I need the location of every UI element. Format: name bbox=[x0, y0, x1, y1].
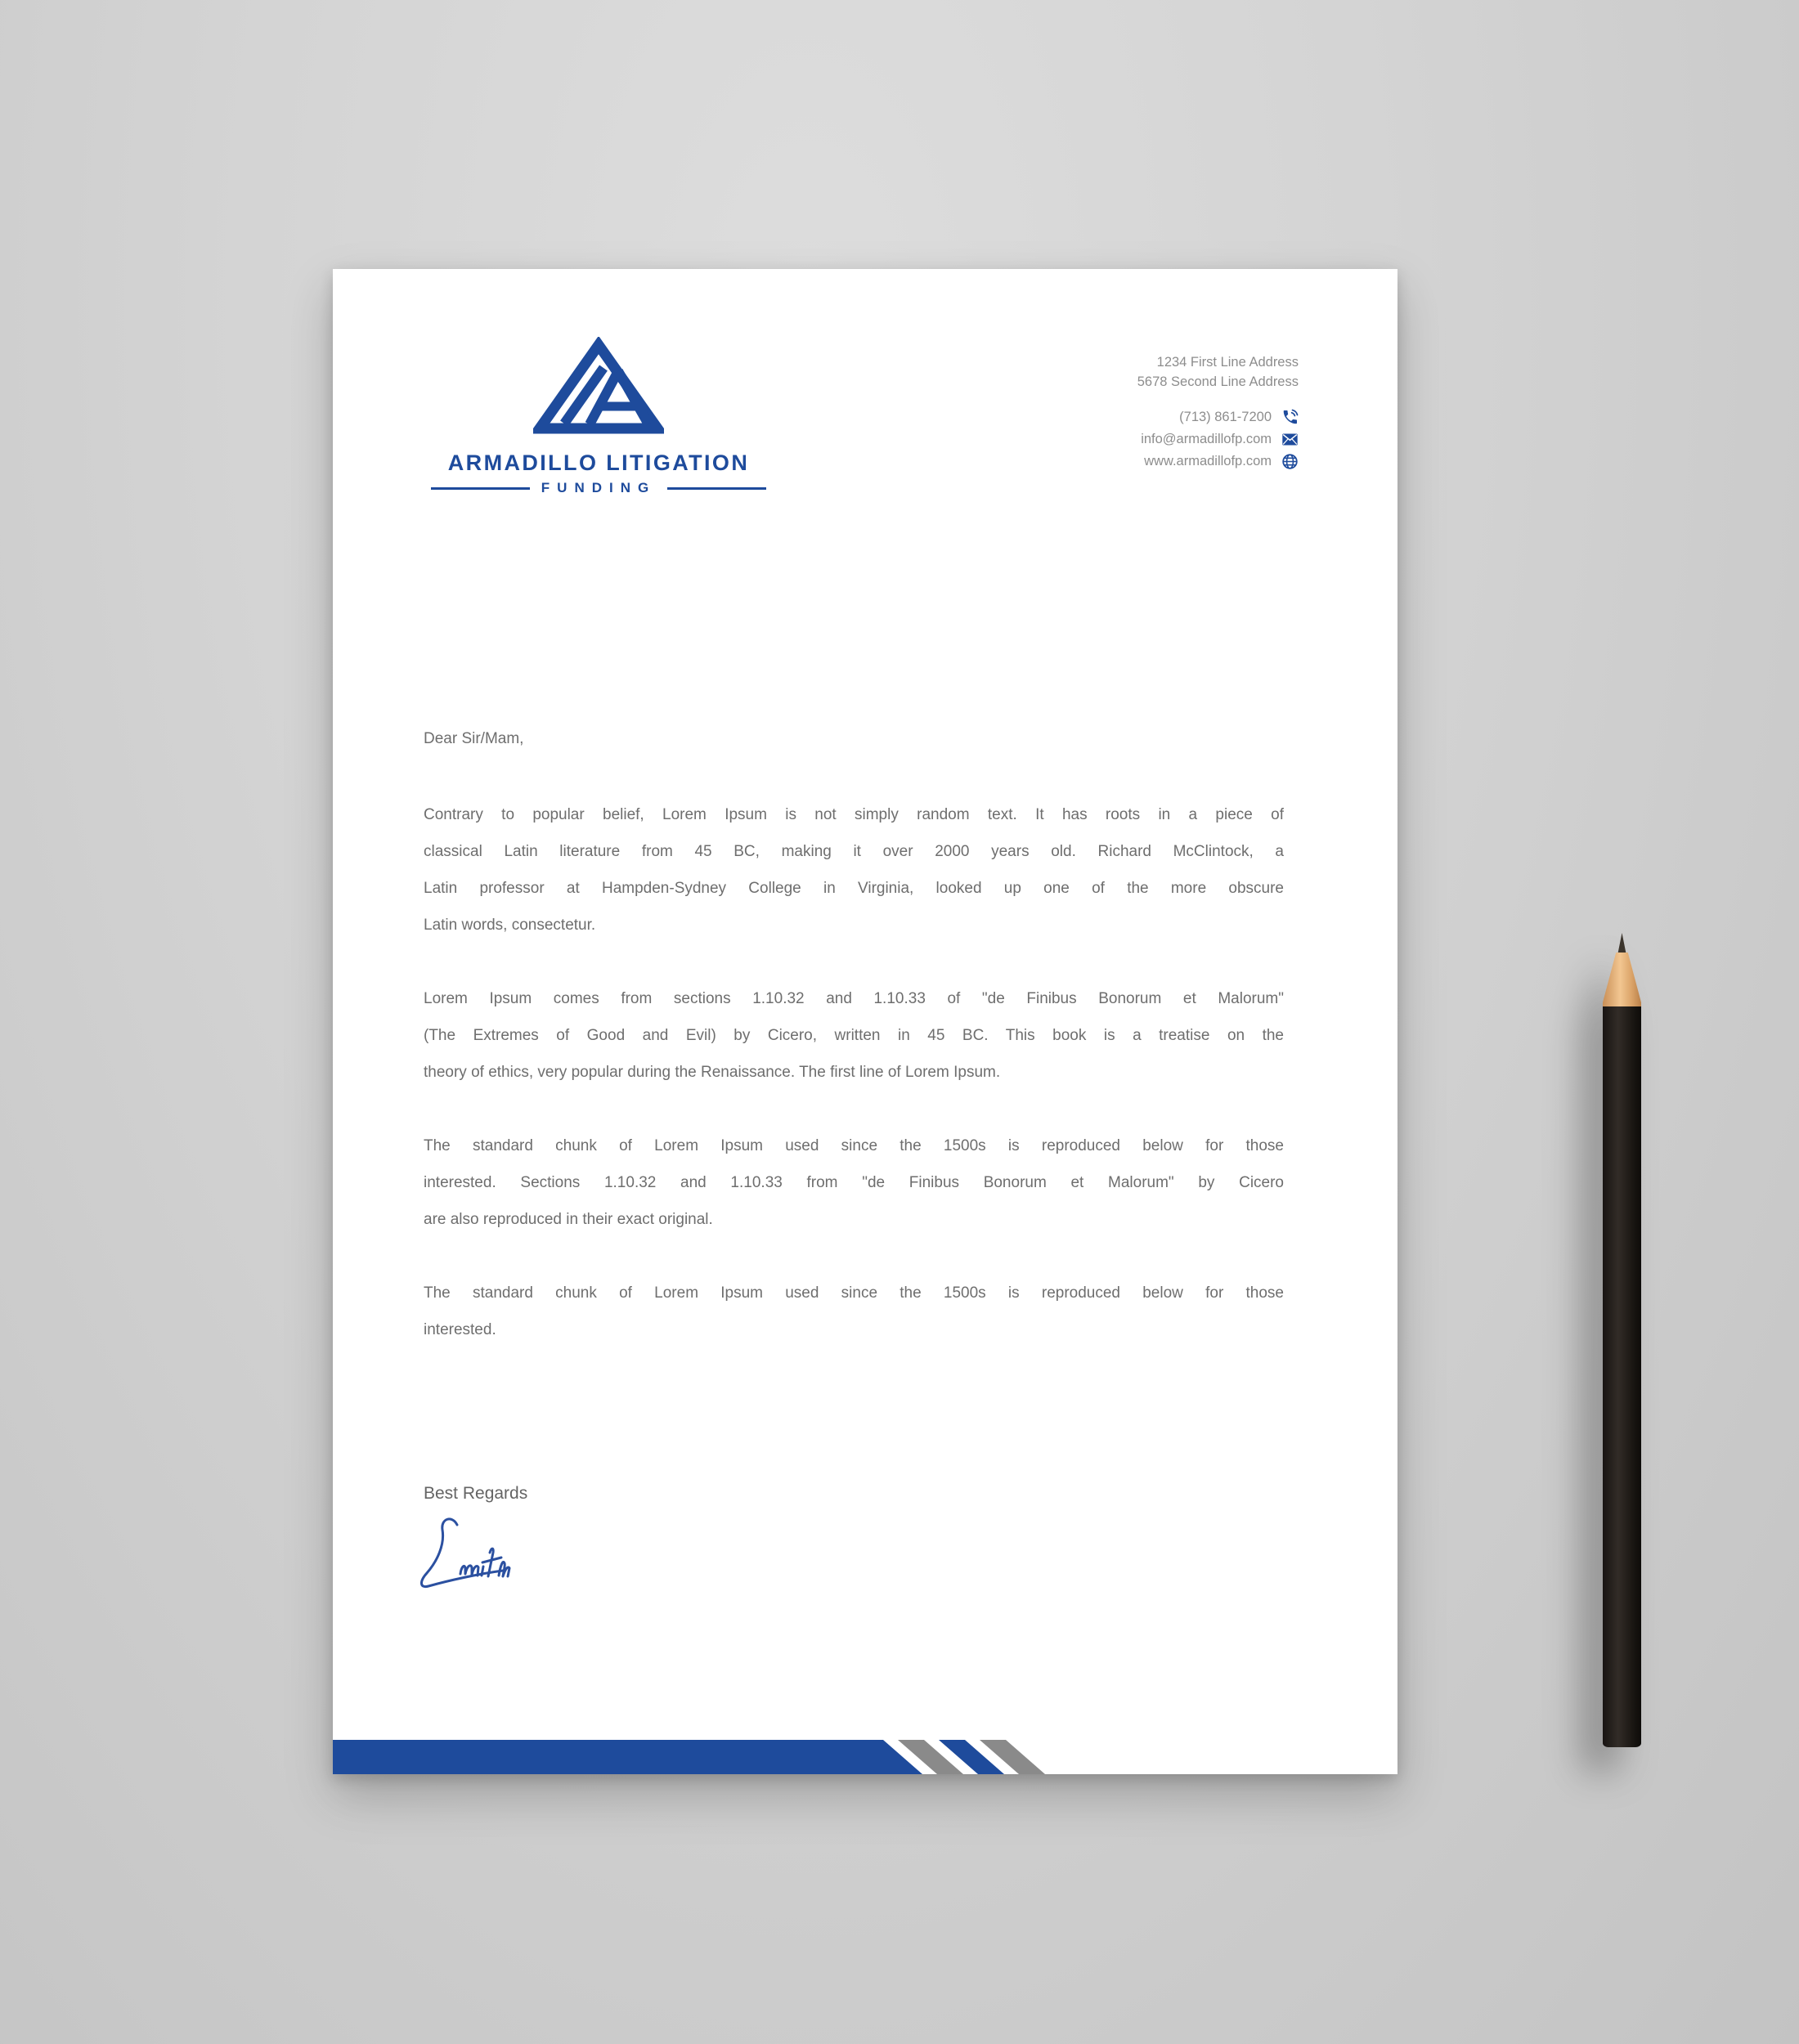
phone-row bbox=[1137, 406, 1299, 428]
envelope-icon bbox=[1281, 431, 1299, 448]
subtitle-rule-right bbox=[667, 487, 766, 490]
body-line: Contrary to popular belief, Lorem Ipsum is not simply random text. It has roots in a piece of bbox=[424, 806, 1284, 823]
address-line-2-text: 5678 Second Line Address bbox=[1137, 374, 1299, 389]
website-url: www.armadillofp.com bbox=[1144, 454, 1272, 468]
subtitle-rule-left bbox=[431, 487, 530, 490]
logo-triangle-icon bbox=[533, 337, 664, 435]
paragraph-1 bbox=[424, 796, 1284, 944]
paragraph-2 bbox=[424, 980, 1284, 1091]
address-line-1-text: 1234 First Line Address bbox=[1156, 355, 1299, 370]
paragraph-3 bbox=[424, 1127, 1284, 1238]
phone-number: (713) 861-7200 bbox=[1179, 410, 1272, 424]
body-line: Latin words, consectetur. bbox=[424, 917, 596, 934]
footer-stripes bbox=[333, 1740, 1069, 1774]
contact-spacer bbox=[1137, 392, 1299, 406]
pencil-body bbox=[1603, 1006, 1641, 1747]
globe-icon bbox=[1281, 453, 1299, 470]
pencil-wood-cone bbox=[1603, 953, 1641, 1008]
salutation: Dear Sir/Mam, bbox=[424, 730, 524, 747]
body-line: (The Extremes of Good and Evil) by Cicero, written in 45 BC. This book is a treatise on the bbox=[424, 1027, 1284, 1044]
company-subtitle-row bbox=[431, 480, 766, 496]
email-address: info@armadillofp.com bbox=[1141, 432, 1272, 446]
brand-block bbox=[431, 337, 766, 496]
contact-block bbox=[1137, 352, 1299, 473]
body-line: are also reproduced in their exact original. bbox=[424, 1211, 713, 1228]
body-line: Lorem Ipsum comes from sections 1.10.32 and 1.10.33 of "de Finibus Bonorum et Malorum" bbox=[424, 990, 1284, 1007]
signature-smith bbox=[415, 1512, 529, 1589]
body-line: classical Latin literature from 45 BC, making it over 2000 years old. Richard McClintock, a bbox=[424, 843, 1284, 860]
body-line: interested. bbox=[424, 1321, 496, 1338]
address-line-2 bbox=[1137, 372, 1299, 392]
letter-paper bbox=[333, 269, 1397, 1774]
letter-body bbox=[424, 720, 1284, 1348]
body-line: interested. Sections 1.10.32 and 1.10.33 from "de Finibus Bonorum et Malorum" by Cicero bbox=[424, 1174, 1284, 1191]
pencil bbox=[1603, 933, 1641, 1747]
company-name: ARMADILLO LITIGATION bbox=[447, 450, 750, 475]
company-subtitle: FUNDING bbox=[541, 480, 657, 495]
email-row bbox=[1137, 428, 1299, 450]
body-line: Latin professor at Hampden-Sydney College in Virginia, looked up one of the more obscure bbox=[424, 880, 1284, 897]
address-line-1 bbox=[1137, 352, 1299, 372]
paragraph-4 bbox=[424, 1275, 1284, 1348]
closing-text: Best Regards bbox=[424, 1484, 528, 1503]
website-row bbox=[1137, 450, 1299, 473]
body-line: theory of ethics, very popular during the Renaissance. The first line of Lorem Ipsum. bbox=[424, 1064, 1001, 1081]
body-line: The standard chunk of Lorem Ipsum used since the 1500s is reproduced below for those bbox=[424, 1284, 1284, 1302]
phone-icon bbox=[1281, 409, 1299, 426]
body-line: The standard chunk of Lorem Ipsum used since the 1500s is reproduced below for those bbox=[424, 1137, 1284, 1154]
